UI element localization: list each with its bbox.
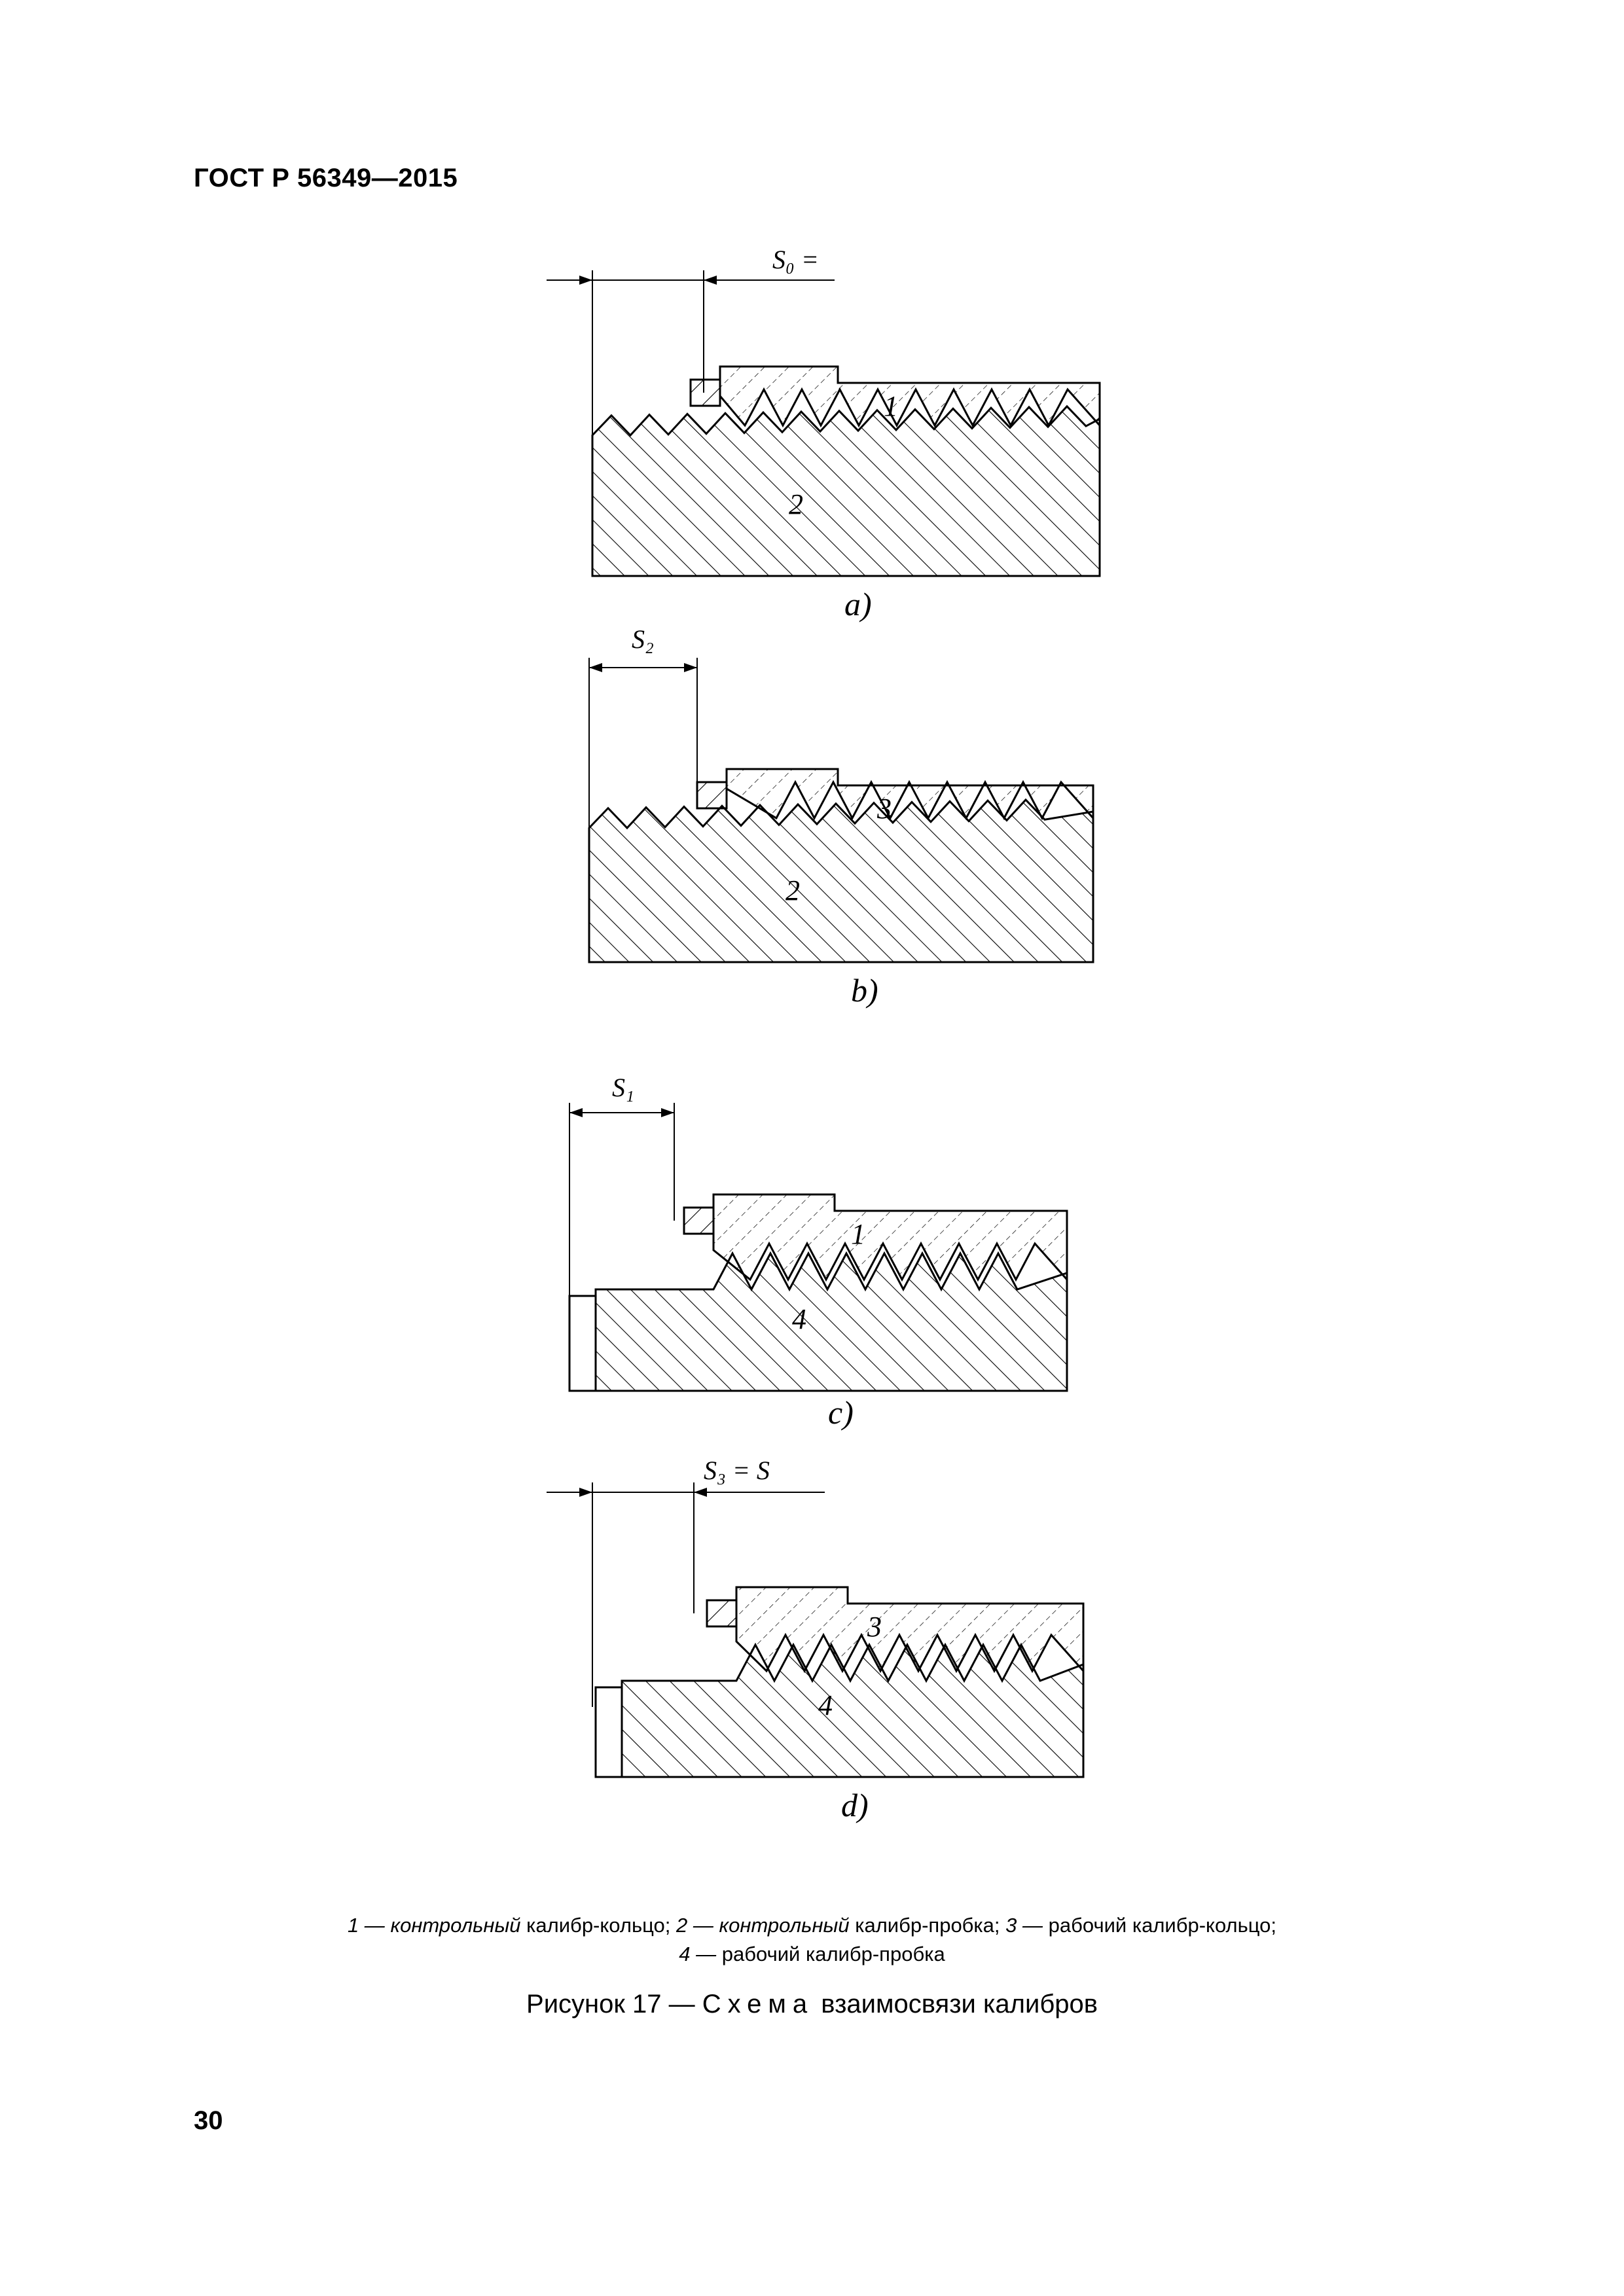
part-label-top: 1	[851, 1218, 865, 1250]
figure-panel-3	[569, 1073, 1067, 1431]
legend-term-2: контрольный	[719, 1914, 850, 1937]
plug-gauge-body	[622, 1645, 1083, 1777]
part-label-bottom: 2	[789, 488, 803, 520]
panel-label: c)	[828, 1394, 854, 1431]
legend-num-1: 1 —	[347, 1914, 385, 1937]
figure-panel-2	[589, 624, 1093, 1009]
dimension-arrow-right	[661, 1108, 674, 1117]
ring-gauge-stud	[697, 782, 727, 808]
figure-panel-4	[547, 1456, 1083, 1823]
document-header: ГОСТ Р 56349—2015	[194, 164, 458, 192]
ring-gauge-stud	[684, 1208, 713, 1234]
ring-gauge-stud	[707, 1600, 736, 1626]
part-label-top: 3	[867, 1611, 882, 1643]
dimension-arrow-right	[694, 1488, 707, 1497]
legend-rest-2: калибр-пробка;	[855, 1914, 1000, 1937]
legend-rest-4: рабочий калибр-пробка	[721, 1943, 945, 1965]
dimension-arrow-right	[684, 663, 697, 672]
dimension-arrow-right	[704, 276, 717, 285]
panel-label: d)	[841, 1787, 869, 1823]
dimension-arrow-left	[569, 1108, 583, 1117]
legend-num-3: 3 —	[1005, 1914, 1043, 1937]
figure-legend-line2	[0, 1940, 1624, 1969]
caption-suffix: взаимосвязи калибров	[821, 1990, 1098, 2018]
panel-label: a)	[844, 586, 872, 622]
dimension-label: S₀ =	[772, 245, 819, 274]
dimension-arrow-left	[579, 1488, 592, 1497]
plug-gauge-body	[589, 800, 1093, 962]
plug-gauge-end-face	[596, 1687, 622, 1777]
caption-prefix: Рисунок 17 —	[526, 1990, 695, 2018]
part-label-top: 3	[877, 793, 892, 825]
legend-rest-1: калибр-кольцо;	[526, 1914, 671, 1937]
dimension-label: S₃ = S	[704, 1456, 770, 1485]
part-label-top: 1	[884, 390, 898, 422]
part-label-bottom: 4	[792, 1303, 806, 1335]
dimension-label: S₂	[632, 624, 654, 654]
legend-rest-3: рабочий калибр-кольцо;	[1048, 1914, 1277, 1937]
plug-gauge-body	[596, 1253, 1067, 1391]
ring-gauge-stud	[691, 380, 720, 406]
page-number: 30	[194, 2106, 223, 2135]
legend-num-2: 2 —	[676, 1914, 713, 1937]
dimension-label: S₁	[612, 1073, 634, 1102]
dimension-arrow-left	[579, 276, 592, 285]
part-label-bottom: 2	[785, 874, 800, 906]
dimension-arrow-left	[589, 663, 602, 672]
part-label-bottom: 4	[818, 1689, 833, 1721]
figure-panel-1	[547, 245, 1100, 622]
legend-num-4: 4 —	[679, 1943, 717, 1965]
plug-gauge-end-face	[569, 1296, 596, 1391]
figure-legend-line1	[0, 1911, 1624, 1940]
legend-term-1: контрольный	[390, 1914, 521, 1937]
panel-label: b)	[851, 972, 878, 1009]
caption-spaced-word: Схема	[702, 1990, 814, 2018]
figure-caption	[0, 1990, 1624, 2019]
plug-gauge-body	[592, 406, 1100, 576]
